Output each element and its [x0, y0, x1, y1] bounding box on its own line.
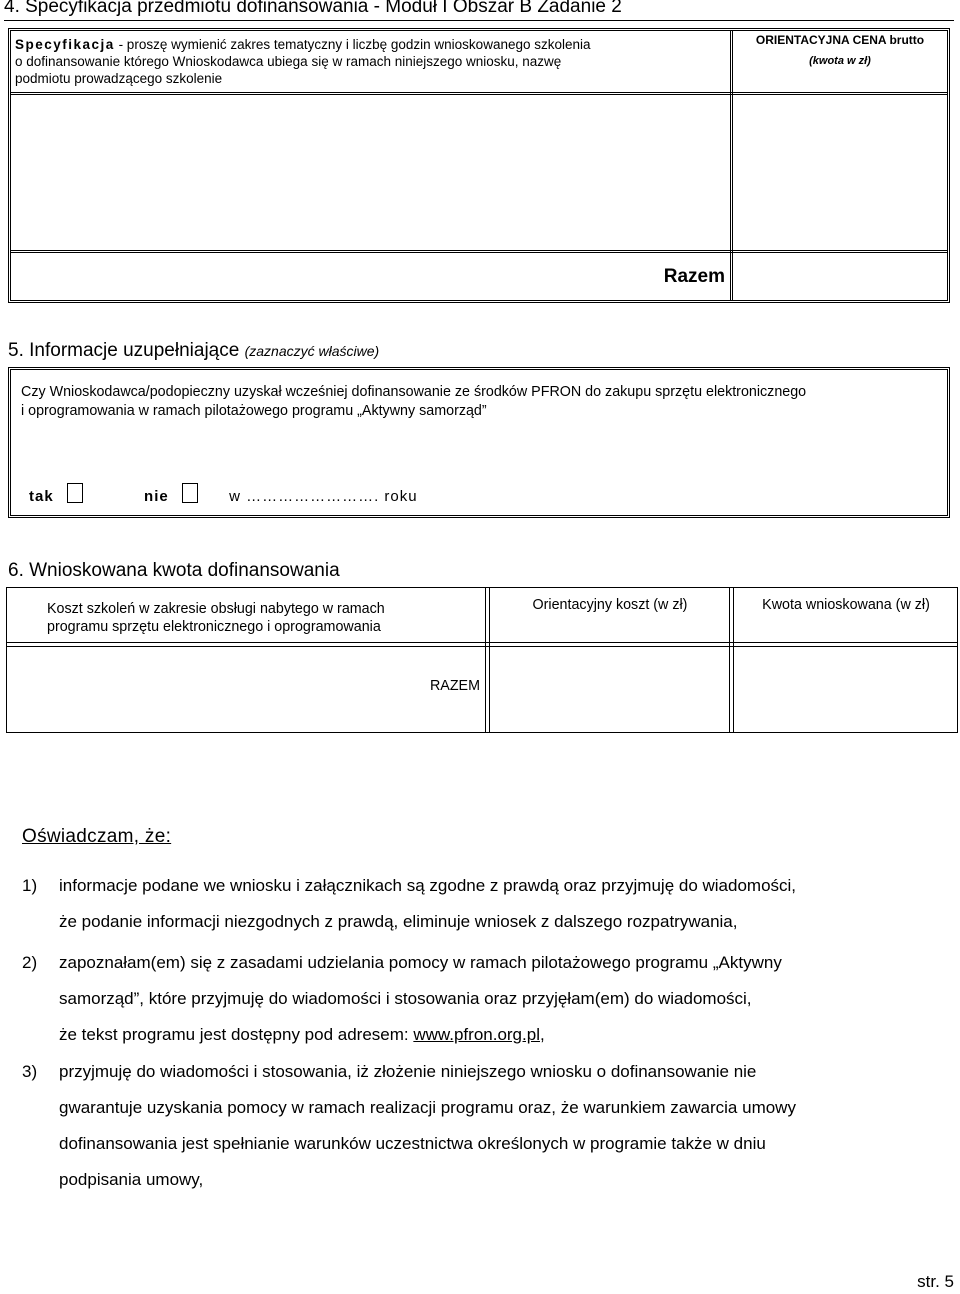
spec-description: [15, 36, 715, 87]
section-6-title: 6. Wnioskowana kwota dofinansowania: [8, 560, 340, 581]
item-line: podpisania umowy,: [59, 1170, 204, 1189]
col-cost-header-line-2: programu sprzętu elektronicznego i oprogramowania: [47, 619, 381, 635]
header-divider: [11, 92, 947, 95]
total-divider: [11, 250, 947, 253]
section-6-table: [6, 587, 958, 733]
total-label: Razem: [663, 266, 725, 287]
column-divider-2: [729, 588, 734, 732]
section-5-title-text: 5. Informacje uzupełniające: [8, 340, 240, 361]
prior-funding-question: [21, 383, 941, 421]
item-line: gwarantuje uzyskania pomocy w ramach realizacji programu oraz, że warunkiem zawarcia umowy: [59, 1098, 796, 1117]
prior-funding-options: [29, 483, 418, 505]
declaration-heading: Oświadczam, że:: [22, 826, 172, 847]
section-5-box: [8, 367, 950, 518]
pfron-link[interactable]: www.pfron.org.pl: [413, 1025, 540, 1044]
requested-amount-input[interactable]: [737, 650, 955, 730]
question-line-1: Czy Wnioskodawca/podopieczny uzyskał wcześniej dofinansowanie ze środków PFRON do zakupu sprzętu elektronicznego: [21, 384, 807, 400]
question-line-2: i oprogramowania w ramach pilotażowego programu „Aktywny samorząd”: [21, 403, 487, 419]
spec-line-3: podmiotu prowadzącego szkolenie: [15, 71, 223, 86]
section-5-title: [8, 340, 379, 362]
item-line-with-link: [59, 1017, 957, 1053]
price-header-sub: (kwota w zł): [809, 55, 871, 67]
item-line: zapoznałam(em) się z zasadami udzielania pomocy w ramach pilotażowego programu „Aktywny: [59, 953, 782, 972]
price-header: [733, 33, 947, 67]
column-divider-1: [485, 588, 490, 732]
spec-line-2: o dofinansowanie którego Wnioskodawca ubiega się w ramach niniejszego wniosku, nazwę: [15, 54, 562, 69]
section-4-table: [8, 28, 950, 303]
item-line-prefix: że tekst programu jest dostępny pod adresem:: [59, 1025, 414, 1044]
item-line: że podanie informacji niezgodnych z prawdą, eliminuje wniosek z dalszego rozpatrywania,: [59, 912, 738, 931]
column-divider: [730, 31, 733, 300]
item-line: samorząd”, które przyjmuję do wiadomości i stosowania oraz przyjęłam(em) do wiadomości,: [59, 989, 752, 1008]
spec-input-area[interactable]: [11, 98, 727, 248]
total-label-section-6: RAZEM: [429, 678, 480, 694]
section-5-hint: (zaznaczyć właściwe): [244, 343, 380, 359]
item-line: informacje podane we wniosku i załącznikach są zgodne z prawdą oraz przyjmuję do wiadomości,: [59, 876, 797, 895]
section-4-title: 4. Specyfikacja przedmiotu dofinansowania - Moduł I Obszar B Zadanie 2: [4, 0, 954, 21]
spec-line-1: - proszę wymienić zakres tematyczny i liczbę godzin wnioskowanego szkolenia: [114, 37, 591, 52]
price-input-area[interactable]: [736, 98, 946, 248]
col-cost-header-line-1: Koszt szkoleń w zakresie obsługi nabytego w ramach: [47, 601, 385, 617]
item-line-suffix: ,: [539, 1025, 545, 1044]
item-line: dofinansowania jest spełnianie warunków uczestnictwa określonych w programie także w dniu: [59, 1134, 766, 1153]
item-number: 2): [22, 953, 38, 972]
page-number: str. 5: [917, 1272, 954, 1291]
col-cost-header: [47, 600, 477, 636]
option-no-label: nie: [144, 488, 169, 505]
option-yes-checkbox[interactable]: [67, 483, 83, 503]
header-divider: [7, 642, 957, 647]
col-requested-amount-header: Kwota wnioskowana (w zł): [762, 597, 930, 613]
estimated-cost-input[interactable]: [493, 650, 727, 730]
year-field[interactable]: w ……………………. roku: [229, 488, 418, 505]
item-line: przyjmuję do wiadomości i stosowania, iż złożenie niniejszego wniosku o dofinansowanie nie: [59, 1062, 757, 1081]
total-price-input[interactable]: [736, 256, 946, 298]
item-number: 1): [22, 876, 38, 895]
option-yes-label: tak: [29, 488, 54, 505]
item-number: 3): [22, 1062, 38, 1081]
col-estimated-cost-header: Orientacyjny koszt (w zł): [532, 597, 688, 613]
price-header-label: ORIENTACYJNA CENA brutto: [755, 33, 925, 47]
option-no-checkbox[interactable]: [182, 483, 198, 503]
spec-label: Specyfikacja: [15, 37, 115, 52]
